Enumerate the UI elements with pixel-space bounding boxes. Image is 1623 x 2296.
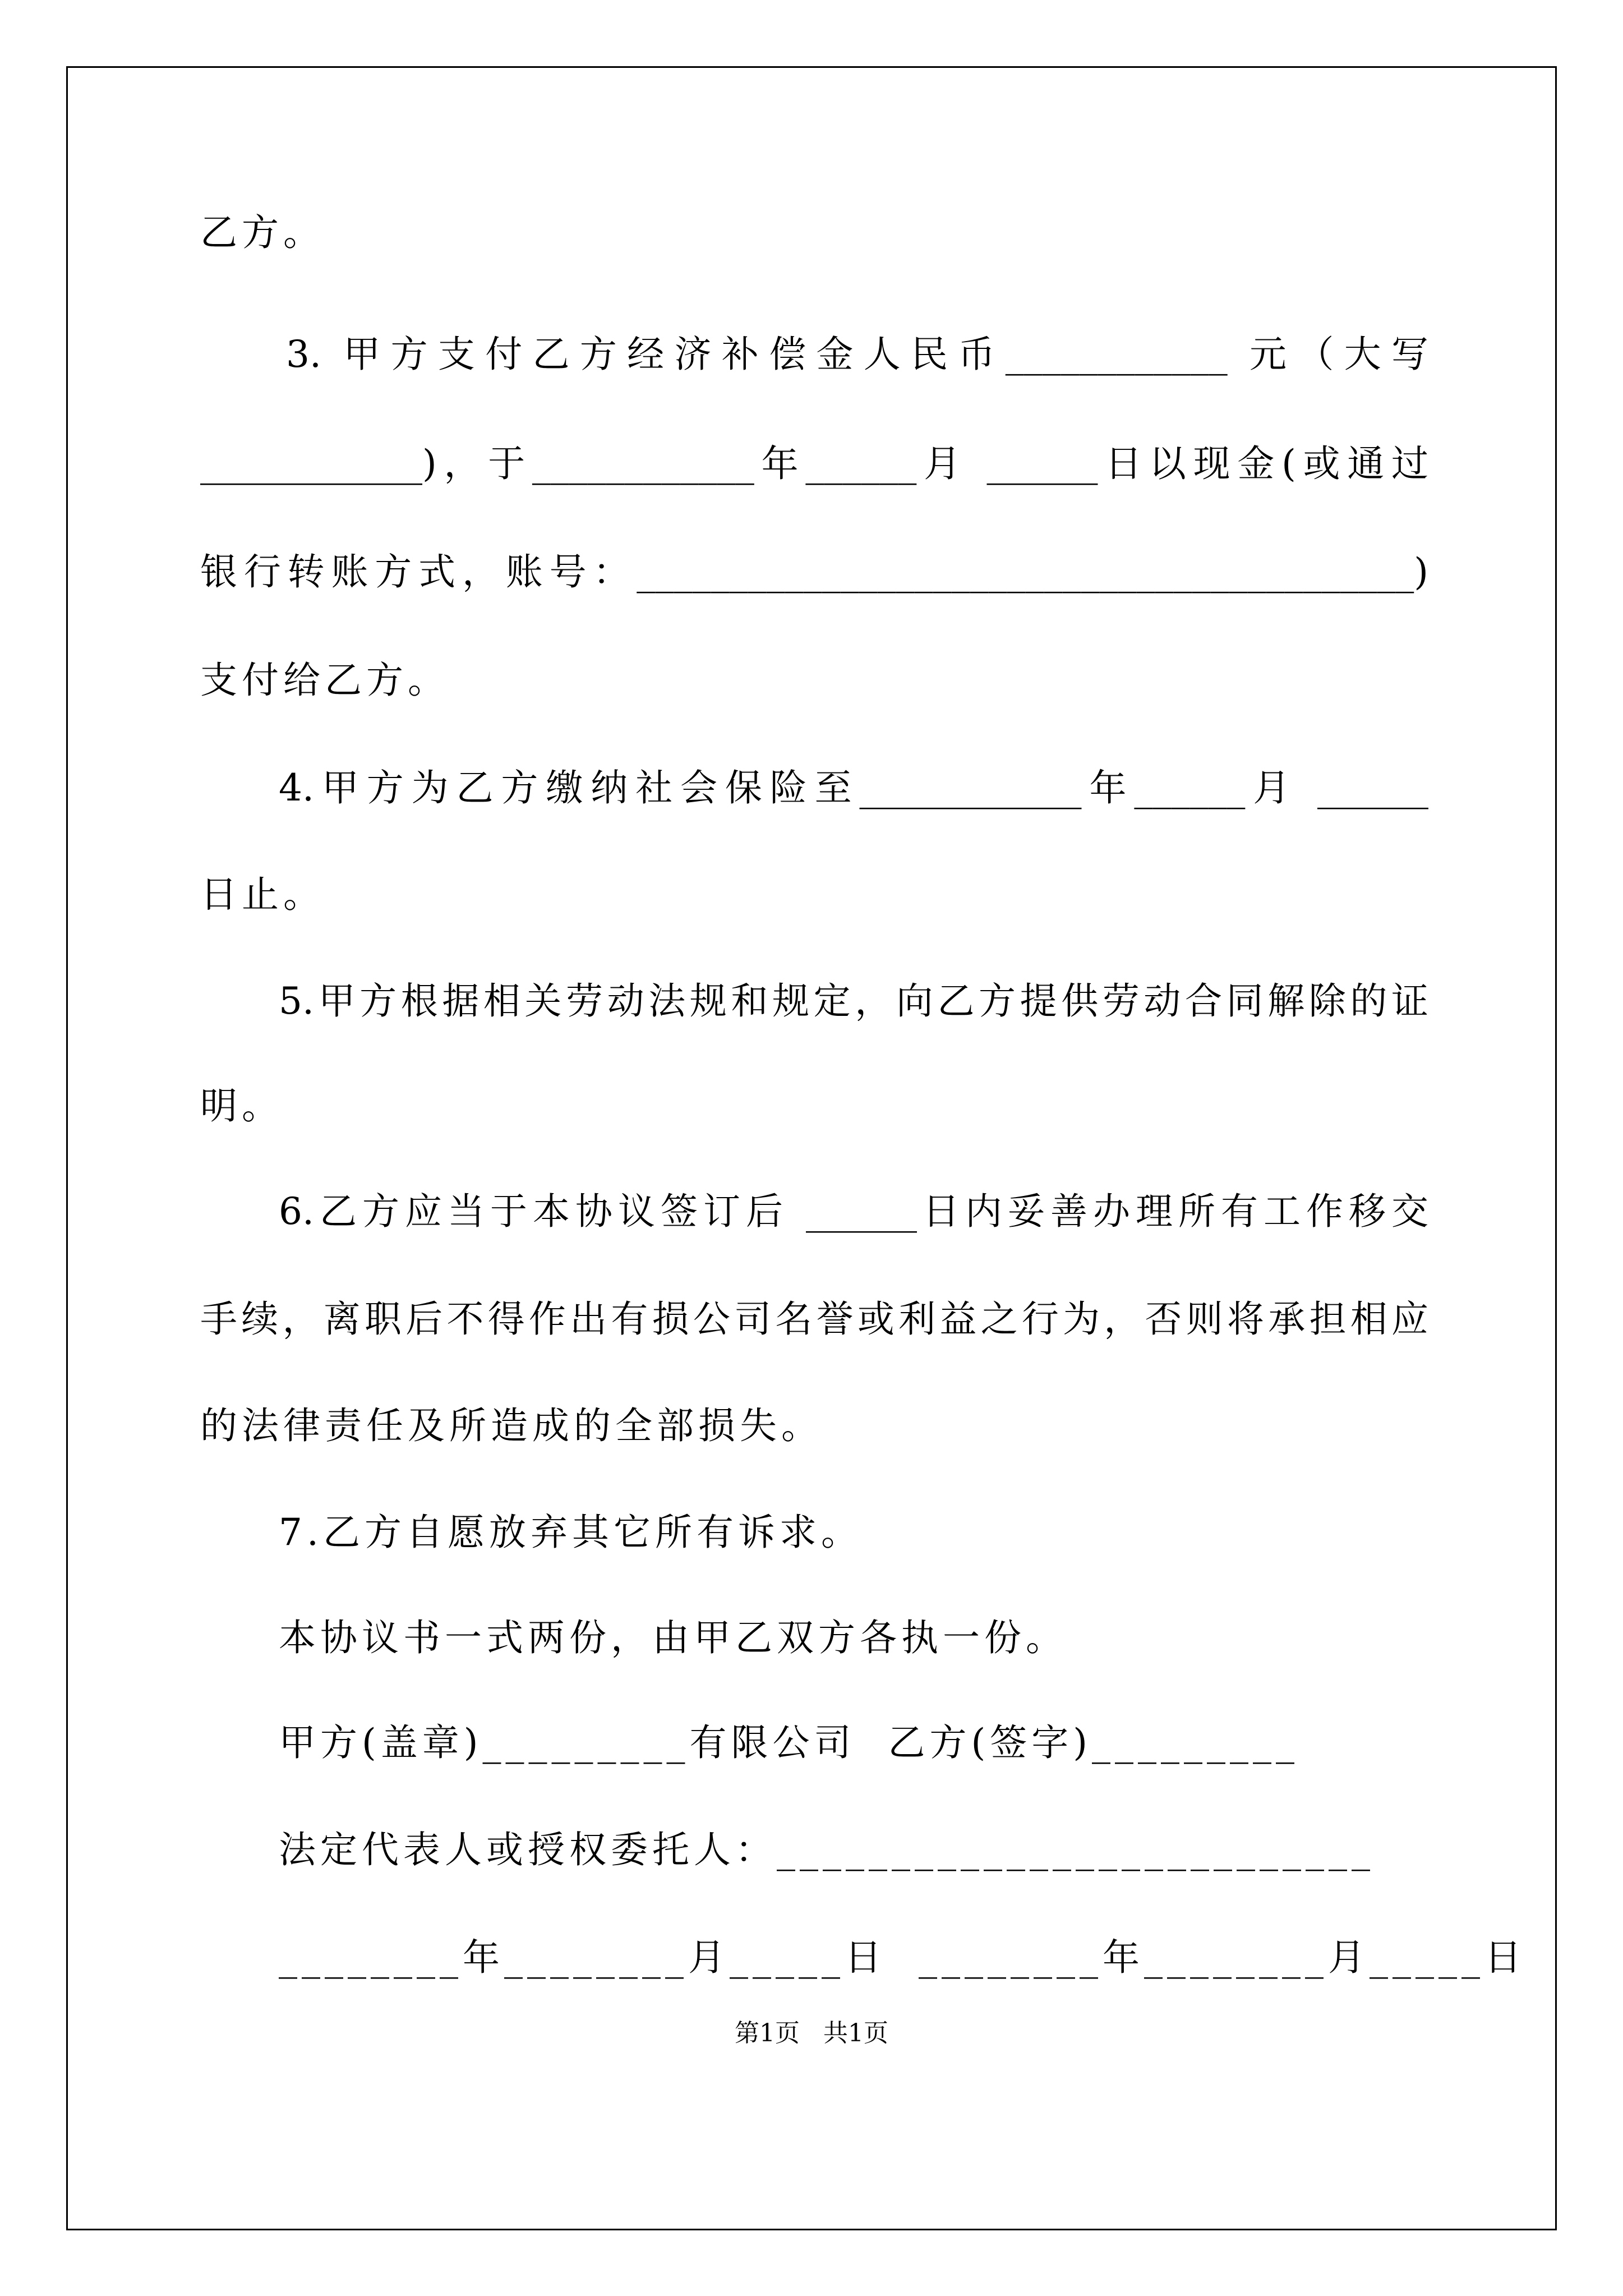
clause-6-line-1: 6.乙方应当于本协议签订后 ______日内妥善办理所有工作移交 — [279, 1190, 1428, 1233]
signature-dates: ________年________月_____日 ________年________月_____日 — [279, 1936, 1526, 1979]
clause-4-line-2: 日止。 — [200, 873, 325, 916]
page-border — [66, 66, 1557, 2230]
clause-5-line-1: 5.甲方根据相关劳动法规和规定，向乙方提供劳动合同解除的证 — [279, 979, 1428, 1023]
clause-3-line-1: 3. 甲方支付乙方经济补偿金人民币____________ 元（大写 — [286, 333, 1428, 376]
legal-representative-line: 法定代表人或授权委托人：__________________________ — [279, 1828, 1375, 1871]
page-footer: 第1页 共1页 — [735, 2019, 888, 2047]
clause-3-line-4: 支付给乙方。 — [200, 659, 449, 702]
text-line-continuation: 乙方。 — [200, 211, 325, 254]
clause-4-line-1: 4.甲方为乙方缴纳社会保险至____________年______月 ______ — [279, 766, 1428, 809]
clause-5-line-2: 明。 — [200, 1084, 283, 1128]
clause-7-line: 7.乙方自愿放弃其它所有诉求。 — [279, 1511, 863, 1554]
signature-parties: 甲方(盖章)_________有限公司 乙方(签字)_________ — [279, 1721, 1299, 1764]
clause-6-line-2: 手续，离职后不得作出有损公司名誉或利益之行为，否则将承担相应 — [200, 1297, 1428, 1341]
clause-6-line-3: 的法律责任及所造成的全部损失。 — [200, 1404, 823, 1447]
clause-3-line-2: ____________)，于____________年______月 ______日以现金(或通过 — [200, 442, 1428, 485]
clause-3-line-3: 银行转账方式，账号：__________________________________________) — [200, 550, 1428, 593]
copies-statement: 本协议书一式两份，由甲乙双方各执一份。 — [279, 1616, 1067, 1659]
